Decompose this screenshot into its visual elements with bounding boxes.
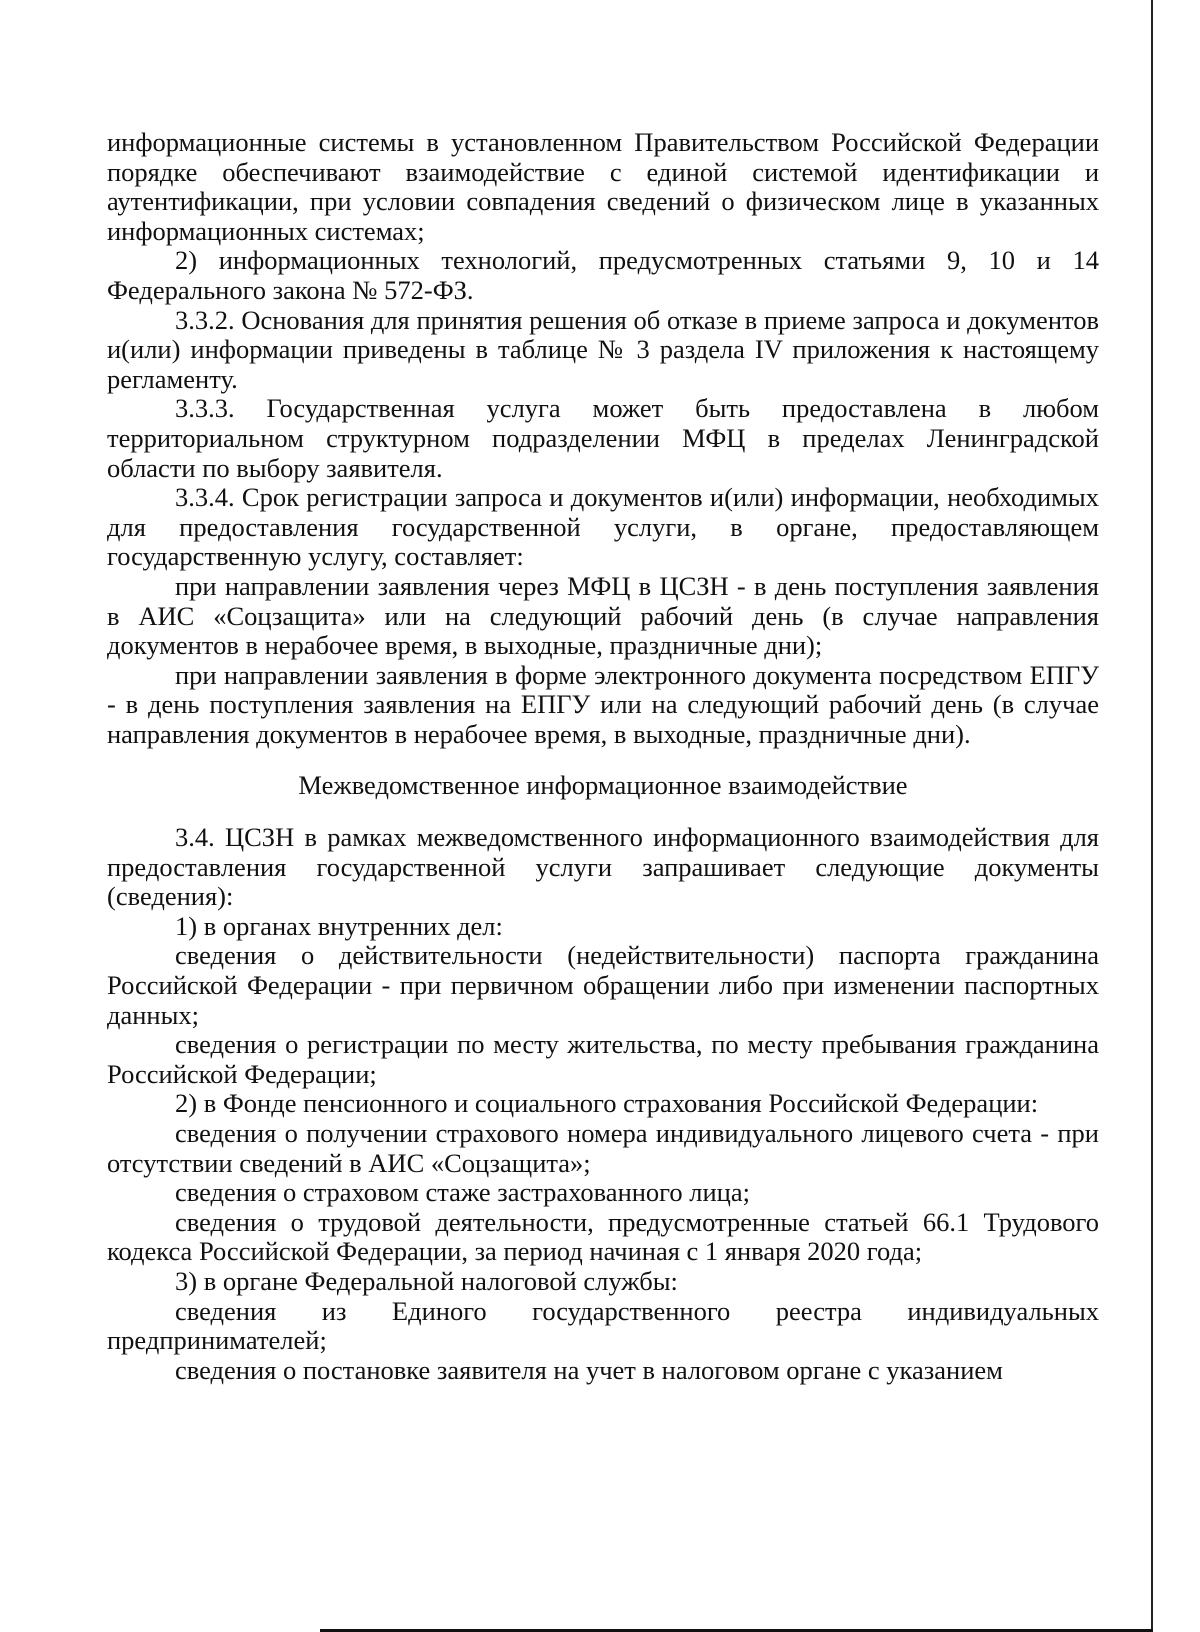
paragraph-mfc-deadline: при направлении заявления через МФЦ в ЦСЗН - в день поступления заявления в АИС «Соцзащита» или на следующий рабочий день (в случае направления документов в нерабочее время, в выходные, праздничные дни); xyxy=(107,570,1099,661)
paragraph-continuation: информационные системы в установленном Правительством Российской Федерации порядке обеспечивают взаимодействие с единой системой идентификации и аутентификации, при условии совпадения сведений о физическом лице в указанных информационных системах; xyxy=(107,127,1099,246)
paragraph-3-3-3: 3.3.3. Государственная услуга может быть предоставлена в любом территориальном структурном подразделении МФЦ в пределах Ленинградской области по выбору заявителя. xyxy=(107,393,1099,483)
list-subitem-registration: сведения о регистрации по месту жительства, по месту пребывания гражданина Российской Федерации; xyxy=(107,1029,1099,1089)
list-subitem-tax-registration: сведения о постановке заявителя на учет в налоговом органе с указанием xyxy=(175,1354,1003,1385)
paragraph-3-3-4: 3.3.4. Срок регистрации запроса и документов и(или) информации, необходимых для предоставления государственной услуги, в органе, предоставляющем государственную услугу, составляет: xyxy=(107,482,1099,572)
document-body xyxy=(107,128,1099,1385)
list-subitem-insurance-record: сведения о страховом стаже застрахованного лица; xyxy=(175,1177,750,1208)
list-item-internal-affairs: 1) в органах внутренних дел: xyxy=(175,910,503,941)
paragraph-3-4: 3.4. ЦСЗН в рамках межведомственного информационного взаимодействия для предоставления государственной услуги запрашивает следующие документы (сведения): xyxy=(107,822,1099,912)
list-subitem-snils: сведения о получении страхового номера индивидуального лицевого счета - при отсутствии сведений в АИС «Соцзащита»; xyxy=(107,1118,1099,1178)
section-heading: Межведомственное информационное взаимодействие xyxy=(298,770,908,801)
list-item-tax-service: 3) в органе Федеральной налоговой службы: xyxy=(175,1265,678,1296)
paragraph-item-2: 2) информационных технологий, предусмотренных статьями 9, 10 и 14 Федерального закона № 572-ФЗ. xyxy=(107,245,1099,305)
list-subitem-labor-activity: сведения о трудовой деятельности, предусмотренные статьей 66.1 Трудового кодекса Российской Федерации, за период начиная с 1 января 2020 года; xyxy=(107,1206,1099,1267)
paragraph-3-3-2: 3.3.2. Основания для принятия решения об отказе в приеме запроса и документов и(или) информации приведены в таблице № 3 раздела IV приложения к настоящему регламенту. xyxy=(107,304,1099,394)
paragraph-epgu-deadline: при направлении заявления в форме электронного документа посредством ЕПГУ - в день поступления заявления на ЕПГУ или на следующий рабочий день (в случае направления документов в нерабочее время, в выходные, праздничные дни). xyxy=(107,659,1099,749)
list-subitem-passport: сведения о действительности (недействительности) паспорта гражданина Российской Федерации - при первичном обращении либо при изменении паспортных данных; xyxy=(107,940,1099,1030)
scan-edge-right xyxy=(1151,0,1153,1632)
list-item-pension-fund: 2) в Фонде пенсионного и социального страхования Российской Федерации: xyxy=(175,1088,1039,1119)
list-subitem-egrip: сведения из Единого государственного реестра индивидуальных предпринимателей; xyxy=(107,1295,1099,1356)
